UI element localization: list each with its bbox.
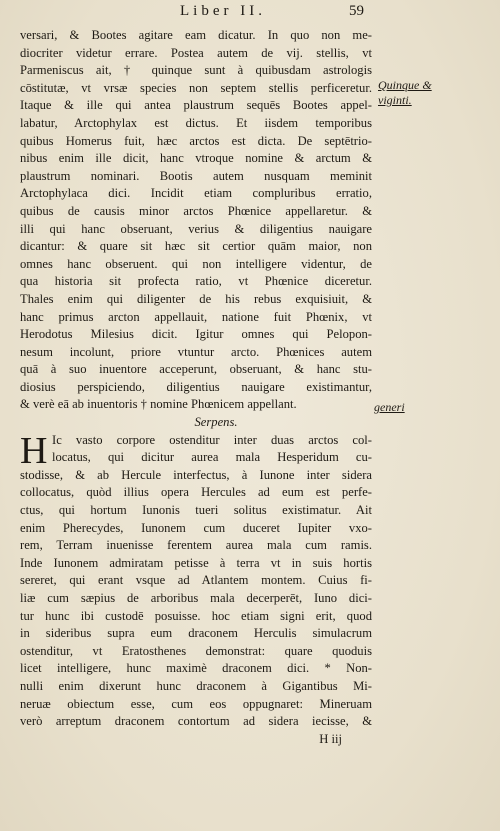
text-line: nesum incolunt, priore vtuntur arcto. Phœnices autem — [20, 344, 372, 359]
text-line: quibus Homerus fuit, hæc arctos est dicta. De septētrio- — [20, 133, 372, 148]
text-line: plaustrum nominari. Bootis autem nusquam meminit — [20, 168, 372, 183]
paragraph-2 — [20, 429, 372, 731]
text-line: tur hunc ibi custodē posuisse. hoc etiam signi erit, quod — [20, 608, 372, 623]
text-line: stodisse, & ab Hercule interfectus, à Iunone inter sidera — [20, 467, 372, 482]
text-line: Itaque & ille qui antea plaustrum sequēs Bootes appel- — [20, 98, 372, 113]
signature-mark: H iij — [319, 731, 342, 746]
text-line: rem, Terram inuenisse ferentem aurea mala cum ramis. — [20, 538, 372, 553]
text-line: licet intelligere, hunc maximè draconem dici. * Non- — [20, 661, 372, 676]
text-line: Ic vasto corpore ostenditur inter duas arctos col- — [52, 432, 372, 447]
text-line: & verè eā ab inuentoris † nomine Phœnicem appellant. — [20, 397, 297, 412]
running-head: Liber II. — [180, 3, 266, 19]
text-line: quā à suo inuentore acceperunt, obseruant, & hanc stu- — [20, 362, 372, 377]
text-line: hanc primus arcton appellauit, natione fuit Phœnix, vt — [20, 309, 372, 324]
page-number: 59 — [349, 3, 364, 19]
text-line: omnes hanc obseruent. qui non intelligere videntur, de — [20, 256, 372, 271]
text-line: Arctophylaca dici. Incidit etiam compluribus erratio, — [20, 186, 372, 201]
text-line: nibus enim ille dicit, hanc vtroque nomine & arctum & — [20, 151, 372, 166]
text-line: Parmeniscus ait, † quinque sunt à quibusdam astrologis — [20, 63, 372, 78]
text-line: in sideribus supra eum draconem Herculis simulacrum — [20, 626, 372, 641]
drop-cap: H — [20, 429, 48, 472]
text-line: versari, & Bootes agitare eam dicatur. In quo non me- — [20, 28, 372, 42]
margin-note-quinque: Quinque & viginti. — [378, 78, 432, 107]
text-line: diocriter videtur errare. Postea autem de vij. stellis, vt — [20, 45, 372, 60]
text-line: labatur, Arctophylax est dictus. Et iisdem temporibus — [20, 115, 372, 130]
margin-note-generi: generi — [374, 400, 405, 414]
text-line: verò arreptum draconem contortum ad sidera iecisse, & — [20, 714, 372, 729]
text-line: Inde Iunonem admiratam petisse à terra vt in suis hortis — [20, 555, 372, 570]
text-line: liæ cum sæpius de arboribus mala decerperēt, Iuno dici- — [20, 591, 372, 605]
text-line: ctus, qui hortum Iunonis tueri solitus existimatur. Ait — [20, 503, 372, 518]
text-line: quibus de causis minor arctos Phœnice appellaretur. & — [20, 203, 372, 218]
text-line: enim Pherecydes, Iunonem cum duceret Iupiter vxo- — [20, 520, 372, 535]
main-text — [20, 27, 372, 748]
text-line: dicantur: & quare sit hæc sit certior quām maior, non — [20, 239, 372, 254]
paragraph-1 — [20, 27, 372, 414]
text-line: collocatus, quòd illius opera Hercules ad eum est perfe- — [20, 485, 372, 500]
text-line: ostenditur, vt Eratosthenes demonstrat: quare quoduis — [20, 643, 372, 658]
text-line: locatus, qui dicitur aurea mala Hesperidum cu- — [52, 450, 372, 465]
text-line: illi qui hanc obseruant, verius & diligentius nauigare — [20, 221, 372, 236]
text-line: Thales enim qui diligenter de his rebus exquisiuit, & — [20, 291, 372, 306]
text-line: nulli enim dixerunt hunc draconem à Gigantibus Mi- — [20, 678, 372, 693]
text-line: Herodotus Milesius dicit. Igitur omnes qui Pelopon- — [20, 327, 372, 342]
text-line: qua historia sit profecta ratio, vt Phœnice diceretur. — [20, 274, 372, 289]
text-line: diosius perspiciendo, diligentius nauigare existimantur, — [20, 379, 372, 394]
text-line: cōstitutæ, vt vrsæ species non septem stellis perficeretur. — [20, 80, 372, 95]
text-line: sereret, qui erant vsque ad Atlantem montem. Cuius fi- — [20, 573, 372, 588]
text-line: neruæ obiectum esse, cum eos oppugnaret: Mineruam — [20, 696, 372, 711]
section-heading: Serpens. — [194, 415, 238, 430]
